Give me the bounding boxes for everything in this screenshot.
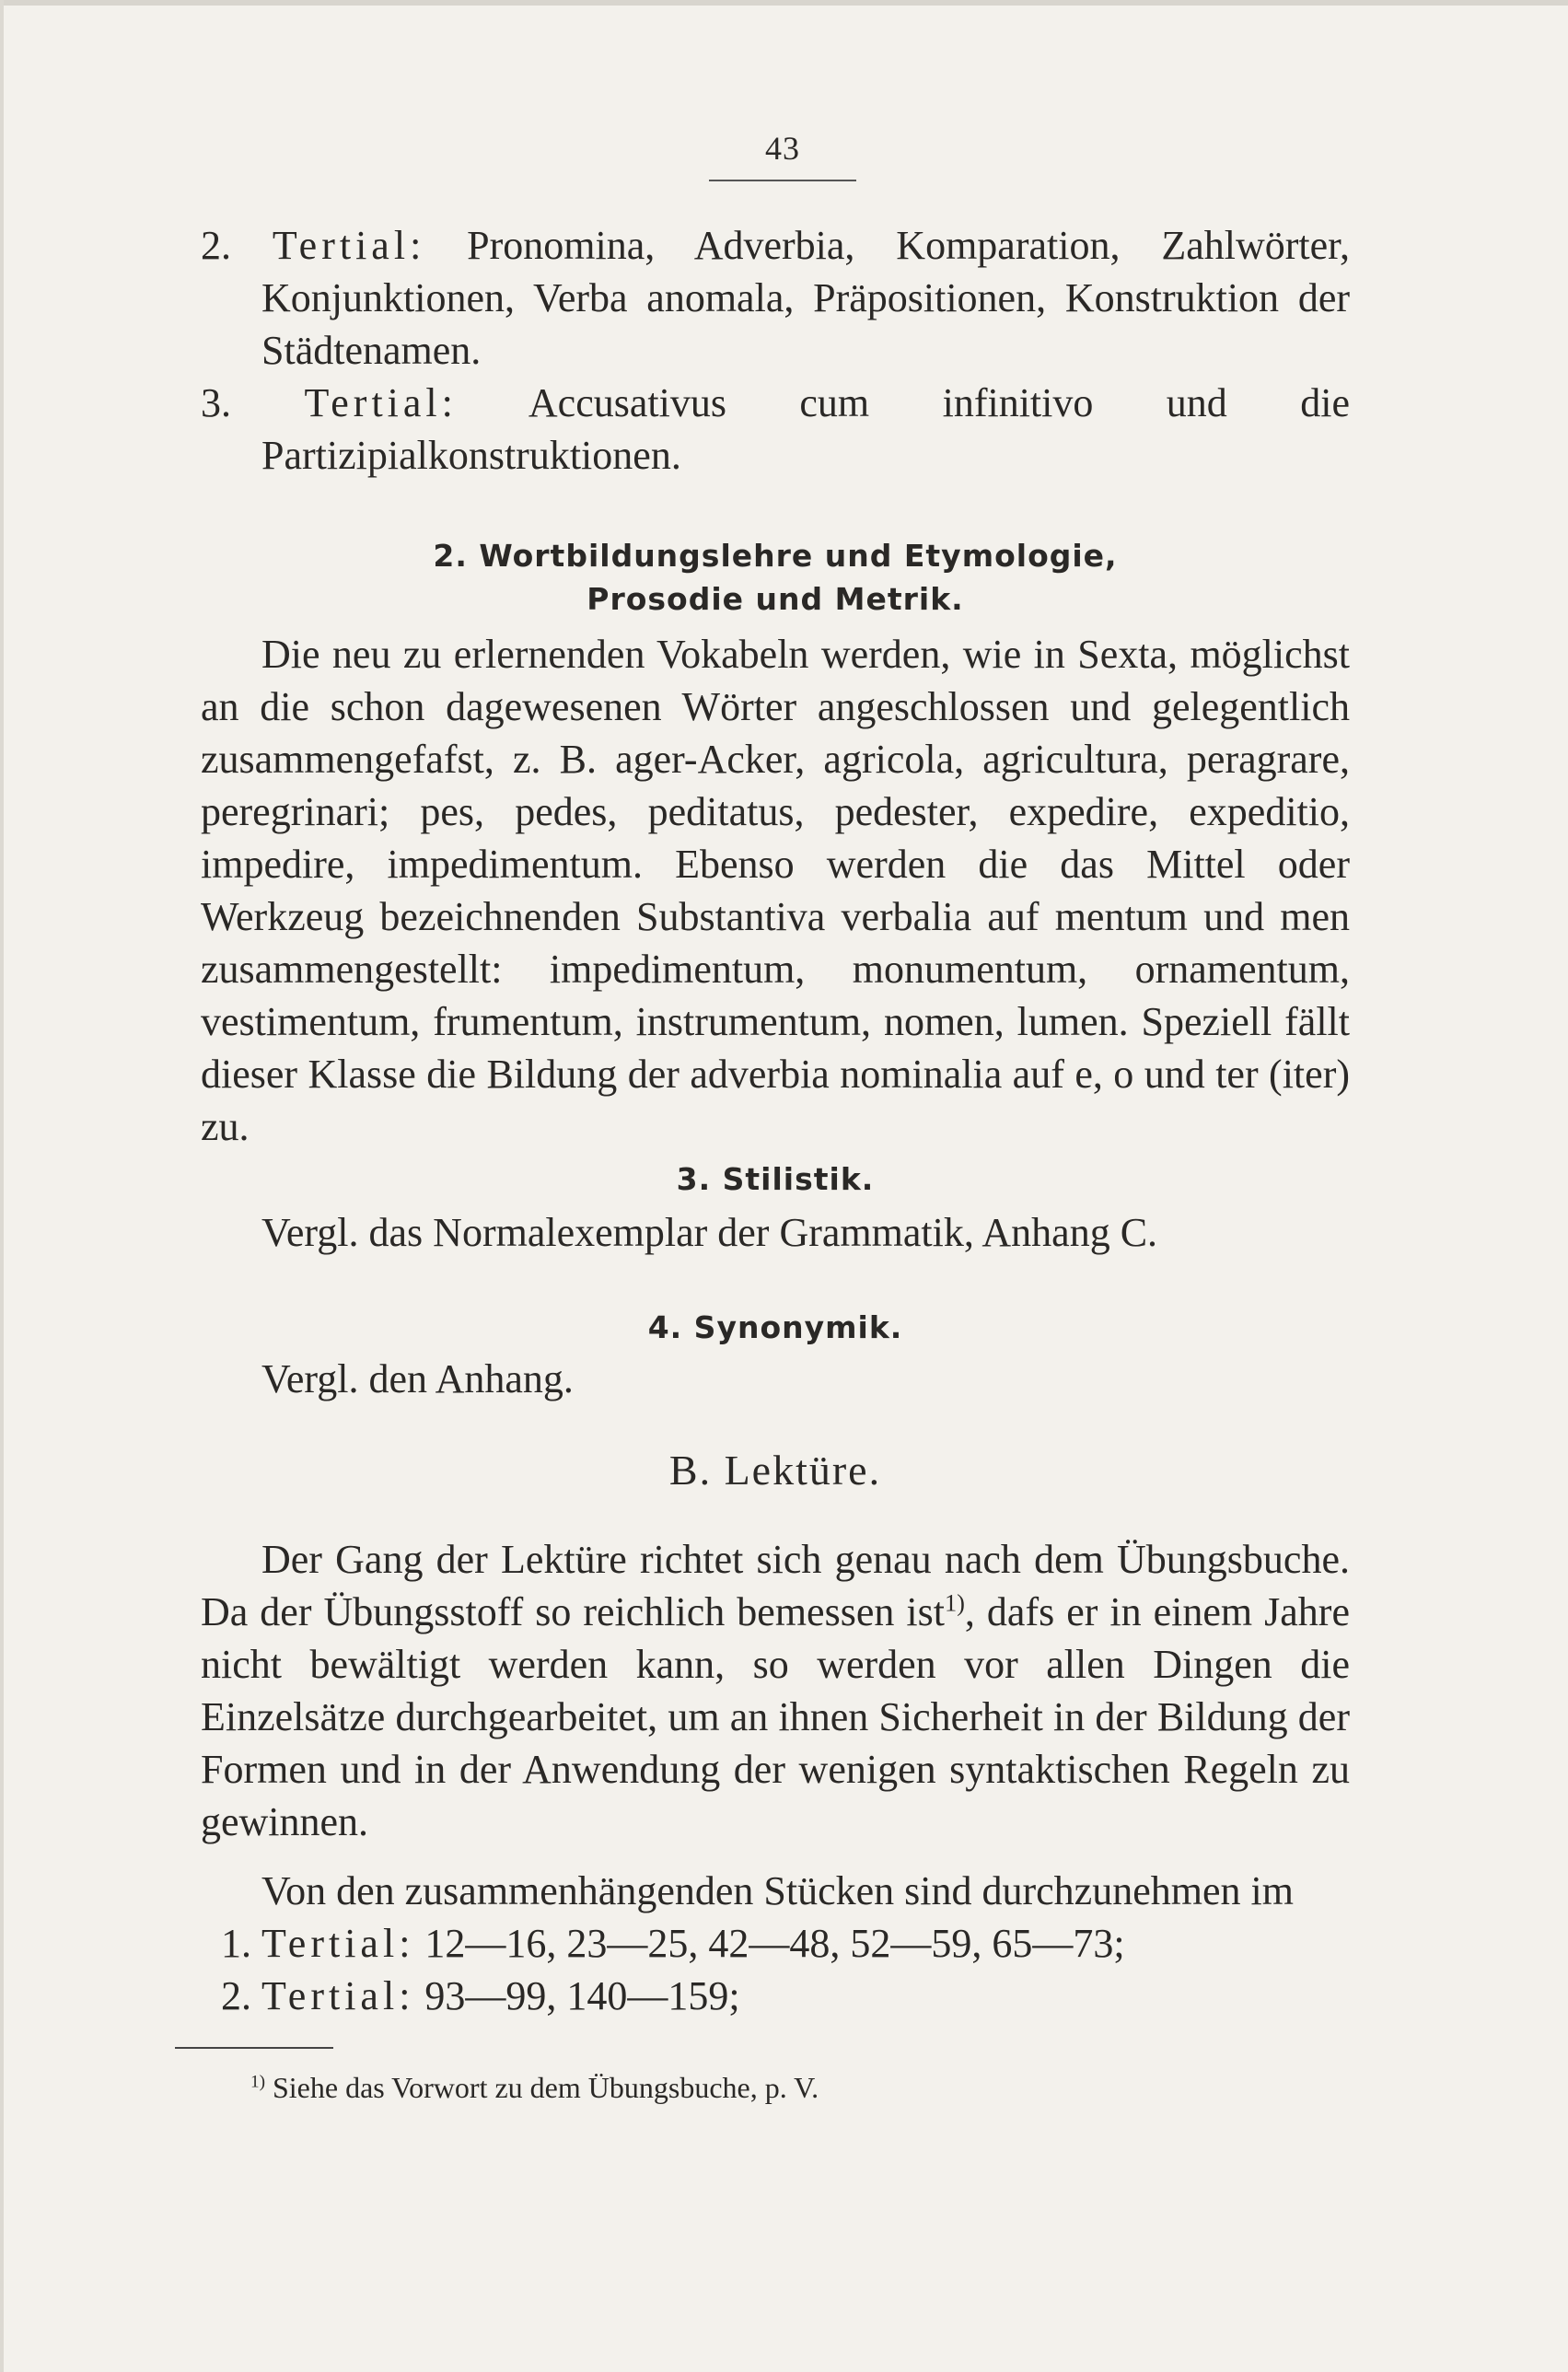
section-heading: 3. Stilistik. xyxy=(676,1161,875,1197)
section-heading: B. Lektüre. xyxy=(668,1447,882,1494)
section-paragraph: Die neu zu erlernenden Vokabeln werden, wie in Sexta, möglichst an die schon dagewesenen Wörter angeschlossen und gelegentlich zusammengefafst, z. B. ager-Acker, agricola, agricultura, peragrare, peregrinari; pes, pedes, peditatus, pedester, expedire, expeditio, impedire, impedimentum. Ebenso werden die das Mittel oder Werkzeug bezeichnenden Substantiva verbalia auf mentum und men zusammengestellt: impedimentum, monumentum, ornamentum, vestimentum, frumentum, instrumentum, nomen, lumen. Speziell fällt dieser Klasse die Bildung der adverbia nominalia auf e, o und ter (iter) zu. xyxy=(201,632,1350,1149)
tertial-number: 3. xyxy=(201,380,231,425)
section-lektuere xyxy=(201,1444,1350,2022)
tertial-list-a xyxy=(201,219,1350,482)
section-heading: 4. Synonymik. xyxy=(647,1309,903,1345)
tertial-number: 2. xyxy=(221,1973,251,2018)
tertial-text: Accusativus cum infinitivo und die Partizipialkonstruktionen. xyxy=(261,380,1351,478)
footnote-text: Siehe das Vorwort zu dem Übungsbuche, p. V. xyxy=(272,2071,819,2104)
footnote xyxy=(250,2067,819,2108)
footnote-marker: 1) xyxy=(250,2072,265,2092)
tertial-label: Tertial: xyxy=(272,223,426,268)
tertial-label: Tertial: xyxy=(261,1921,415,1966)
section-text: Vergl. den Anhang. xyxy=(261,1356,574,1401)
section-synonymik xyxy=(201,1306,1350,1405)
section-paragraph xyxy=(201,1533,1350,1848)
tertial-label: Tertial: xyxy=(304,380,458,425)
tertial-text: 12—16, 23—25, 42—48, 52—59, 65—73; xyxy=(424,1921,1125,1966)
tertial-item xyxy=(201,219,1350,377)
page-number: 43 xyxy=(765,130,800,167)
section-heading-line2: Prosodie und Metrik. xyxy=(587,581,964,617)
page-edge-left xyxy=(0,0,4,2372)
section-text: Vergl. das Normalexemplar der Grammatik, Anhang C. xyxy=(261,1210,1158,1255)
footnote-rule xyxy=(175,2047,333,2049)
page-edge xyxy=(0,0,1568,6)
footnote-marker: 1) xyxy=(944,1588,965,1617)
page-number-rule xyxy=(709,180,856,181)
tertial-item xyxy=(201,377,1350,482)
paragraph-text: Der Gang der Lektüre richtet sich genau nach dem Übungsbuche. Da der Übungsstoff so reichlich bemessen ist xyxy=(201,1537,1350,1634)
tertial-item xyxy=(201,1917,1350,1970)
tertial-text: 93—99, 140—159; xyxy=(424,1973,740,2018)
tertial-number: 1. xyxy=(221,1921,251,1966)
section-wortbildungslehre xyxy=(201,534,1350,1153)
tertial-label: Tertial: xyxy=(261,1973,415,2018)
tertial-number: 2. xyxy=(201,223,231,268)
tertial-text: Pronomina, Adverbia, Komparation, Zahlwörter, Konjunktionen, Verba anomala, Präpositionen, Konstruktion der Städtenamen. xyxy=(261,223,1351,373)
section-heading: 2. Wortbildungslehre und Etymologie, xyxy=(433,538,1118,574)
section-stilistik xyxy=(201,1157,1350,1259)
paragraph-text-cont: , dafs er in einem Jahre nicht bewältigt werden kann, so werden vor allen Dingen die Einzelsätze durchgearbeitet, um an ihnen Sicherheit in der Bildung der Formen und in der Anwendung der wenigen syntaktischen Regeln zu gewinnen. xyxy=(201,1589,1350,1844)
tertial-item xyxy=(201,1970,1350,2022)
section-intro: Von den zusammenhängenden Stücken sind durchzunehmen im xyxy=(261,1868,1294,1913)
